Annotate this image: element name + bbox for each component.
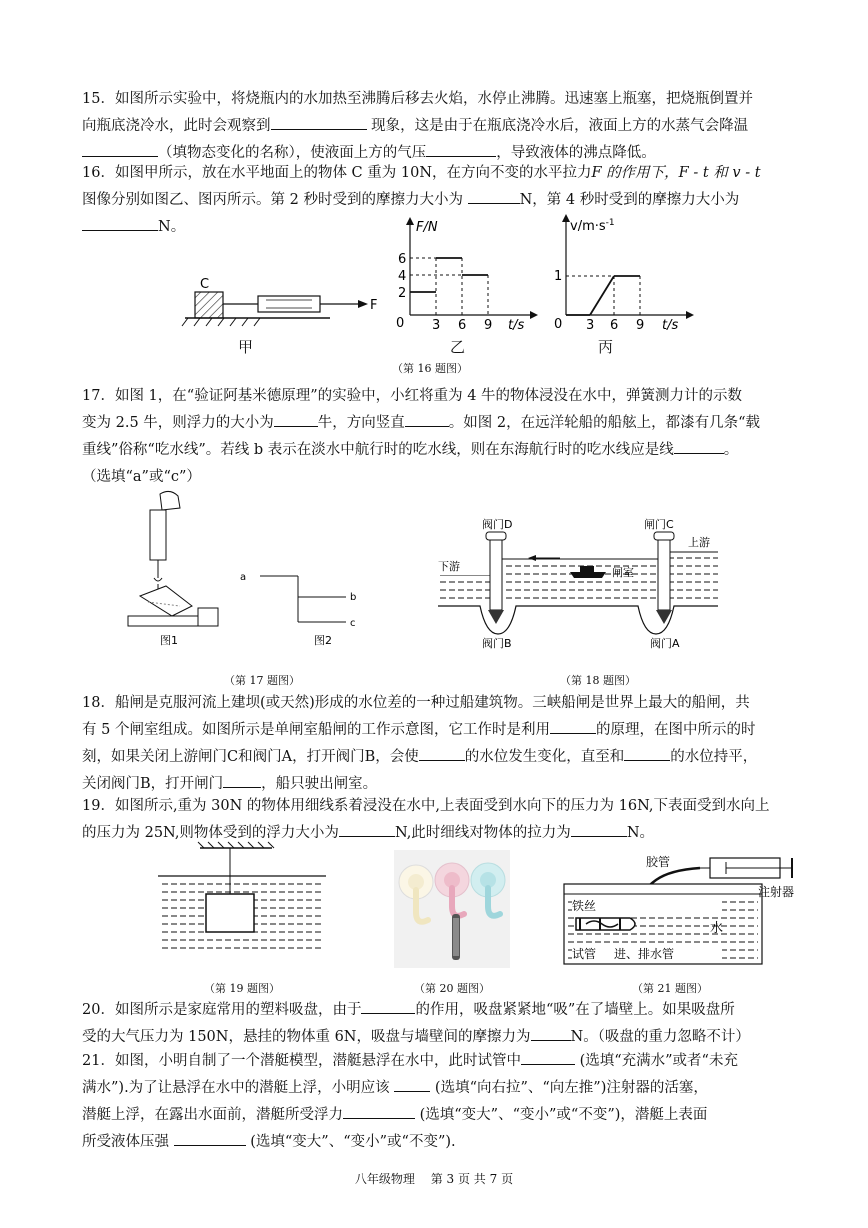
svg-text:进、排水管: 进、排水管 [614, 947, 675, 961]
svg-text:2: 2 [398, 286, 407, 301]
q16-line1: 16．如图甲所示，放在水平地面上的物体 C 重为 10N，在方向不变的水平拉力F 的作用下，F - t 和 v - t [82, 165, 761, 181]
svg-text:6: 6 [610, 318, 619, 333]
gate-c [658, 536, 670, 610]
answer-blank[interactable] [274, 410, 318, 427]
svg-text:阀门A: 阀门A [650, 637, 680, 650]
q19-line1: 19．如图所示,重为 30N 的物体用细线系着浸没在水中,上表面受到水向下的压力为 16N,下表面受到水向上 [82, 798, 770, 814]
figure-17 [118, 488, 378, 648]
answer-blank[interactable] [271, 113, 367, 130]
svg-text:3: 3 [586, 318, 595, 333]
q15-line1: 15．如图所示实验中，将烧瓶内的水加热至沸腾后移去火焰，水停止沸腾。迅速塞上瓶塞，把烧瓶倒置并 [82, 91, 753, 107]
figure-19 [152, 840, 332, 962]
q16-line3: N。 [82, 214, 788, 241]
q17-line3: 重线”俗称“吃水线”。若线 b 表示在淡水中航行时的吃水线，则在东海航行时的吃水线应是线 。 [82, 437, 788, 464]
q18-line2: 有 5 个闸室组成。如图所示是单闸室船闸的工作示意图，它工作时是利用 的原理，在图中所示的时 [82, 717, 788, 744]
test-tube [576, 918, 635, 930]
figure-16-jia [180, 270, 380, 330]
svg-text:3: 3 [432, 318, 441, 333]
answer-blank[interactable] [223, 771, 261, 788]
caption-17: （第 17 题图） [224, 674, 300, 687]
caption-18: （第 18 题图） [560, 674, 636, 687]
arrow-icon [528, 555, 536, 561]
answer-blank[interactable] [339, 820, 395, 837]
q21-line3: 潜艇上浮，在露出水面前，潜艇所受浮力 (选填“变大”、“变小”或“不变”)，潜艇上表面 [82, 1102, 788, 1129]
caption-16: （第 16 题图） [392, 362, 468, 375]
answer-blank[interactable] [405, 410, 449, 427]
answer-blank[interactable] [468, 187, 520, 204]
q17-line2: 变为 2.5 牛，则浮力的大小为 牛，方向竖直 。如图 2，在远洋轮船的船舷上，都漆有几条“载 [82, 410, 788, 437]
svg-text:v/m·s-1: $v/m\cdot s^{-1}$ [570, 218, 615, 234]
svg-text:图1: 图1 [160, 634, 178, 647]
caption-19: （第 19 题图） [204, 982, 280, 995]
graph-f-t [380, 215, 540, 333]
gate-d [490, 536, 502, 610]
svg-text:9: 9 [636, 318, 645, 333]
svg-text:a: a [240, 572, 247, 583]
svg-text:试管: 试管 [572, 947, 597, 961]
svg-text:图2: 图2 [314, 634, 332, 647]
answer-blank[interactable] [419, 744, 465, 761]
figure-18 [432, 514, 722, 654]
q20-line1: 20．如图所示是家庭常用的塑料吸盘，由于 的作用，吸盘紧紧地“吸”在了墙壁上。如果吸盘所 [82, 997, 788, 1024]
q18-line1: 18．船闸是克服河流上建坝(或天然)形成的水位差的一种过船建筑物。三峡船闸是世界上最大的船闸，共 [82, 695, 750, 711]
q16-line2: 图像分别如图乙、图丙所示。第 2 秒时受到的摩擦力大小为 N，第 4 秒时受到的摩擦力大小为 [82, 187, 788, 214]
svg-text:9: 9 [484, 318, 493, 333]
caption-21: （第 21 题图） [632, 982, 708, 995]
fig-label-bing: 丙 [598, 338, 614, 356]
answer-blank[interactable] [426, 140, 496, 157]
answer-blank[interactable] [174, 1129, 246, 1146]
q17-line4: （选填“a”或“c”） [82, 469, 201, 485]
svg-text:闸室: 闸室 [612, 566, 634, 579]
answer-blank[interactable] [361, 997, 415, 1014]
answer-blank[interactable] [82, 214, 158, 231]
fig-label-jia: 甲 [238, 338, 254, 356]
svg-text:0: 0 [554, 317, 563, 332]
block-label: C [200, 277, 210, 292]
svg-text:1: 1 [554, 269, 563, 284]
answer-blank[interactable] [624, 744, 670, 761]
answer-blank[interactable] [571, 820, 627, 837]
ship-icon [570, 572, 606, 578]
svg-text:c: c [350, 618, 356, 629]
answer-blank[interactable] [343, 1102, 415, 1119]
svg-text:铁丝: 铁丝 [572, 899, 597, 913]
svg-text:胶管: 胶管 [646, 855, 671, 869]
question-17 [82, 383, 788, 491]
q21-line1: 21．如图，小明自制了一个潜艇模型，潜艇悬浮在水中，此时试管中 (选填“充满水”或者“未充 [82, 1048, 788, 1075]
figure-21 [560, 848, 810, 973]
question-18 [82, 690, 788, 798]
svg-text:0: 0 [396, 316, 405, 331]
svg-text:水: 水 [710, 921, 724, 936]
q18-line3: 刻，如果关闭上游闸门C和阀门A，打开阀门B，会使 的水位发生变化，直至和 的水位持平， [82, 744, 788, 771]
svg-text:t/s: t/s [508, 318, 525, 333]
answer-blank[interactable] [550, 717, 596, 734]
q19-line2: 的压力为 25N,则物体受到的浮力大小为 N,此时细线对物体的拉力为 N。 [82, 820, 788, 847]
answer-blank[interactable] [82, 140, 158, 157]
caption-20: （第 20 题图） [414, 982, 490, 995]
question-21 [82, 1048, 788, 1156]
spring-scale [150, 510, 166, 560]
svg-text:上游: 上游 [688, 536, 710, 549]
block-c [195, 292, 223, 318]
q21-line2: 满水”).为了让悬浮在水中的潜艇上浮，小明应该 (选填“向右拉”、“向左推”)注射器的活塞， [82, 1075, 788, 1102]
svg-text:6: 6 [458, 318, 467, 333]
answer-blank[interactable] [394, 1075, 430, 1092]
submerged-object [206, 894, 254, 932]
svg-text:b: b [350, 592, 357, 603]
spring-scale [258, 296, 320, 312]
svg-text:下游: 下游 [438, 560, 460, 573]
svg-text:t/s: t/s [662, 318, 679, 333]
svg-text:阀门B: 阀门B [482, 637, 512, 650]
arrow-icon [358, 300, 368, 308]
answer-blank[interactable] [674, 437, 724, 454]
page-footer: 八年级物理 第 3 页 共 7 页 [354, 1172, 514, 1186]
q21-line4: 所受液体压强 (选填“变大”、“变小”或“不变”). [82, 1129, 788, 1156]
q15-line3: （填物态变化的名称），使液面上方的气压 ，导致液体的沸点降低。 [82, 140, 788, 167]
svg-text:注射器: 注射器 [758, 885, 795, 899]
fig-label-yi: 乙 [450, 338, 466, 356]
q20-line2: 受的大气压力为 150N，悬挂的物体重 6N，吸盘与墙壁间的摩擦力为 N。（吸盘的重力忽略不计） [82, 1024, 788, 1051]
q17-line1: 17．如图 1，在“验证阿基米德原理”的实验中，小红将重为 4 牛的物体浸没在水中，弹簧测力计的示数 [82, 388, 743, 404]
q18-line4: 关闭阀门B，打开闸门 ，船只驶出闸室。 [82, 771, 788, 798]
svg-text:F/N: F/N [416, 220, 438, 235]
q15-line2: 向瓶底浇冷水，此时会观察到 现象，这是由于在瓶底浇冷水后，液面上方的水蒸气会降温 [82, 113, 788, 140]
svg-text:阀门D: 阀门D [482, 518, 513, 531]
svg-text:4: 4 [398, 269, 407, 284]
force-label: F [370, 298, 378, 313]
suction-cup-hooks-photo [394, 850, 510, 968]
svg-text:6: 6 [398, 252, 407, 267]
svg-text:闸门C: 闸门C [644, 518, 674, 531]
answer-blank[interactable] [521, 1048, 575, 1065]
answer-blank[interactable] [531, 1024, 571, 1041]
question-15 [82, 86, 788, 167]
graph-v-t [548, 208, 698, 333]
question-20 [82, 997, 788, 1051]
question-19 [82, 793, 788, 847]
